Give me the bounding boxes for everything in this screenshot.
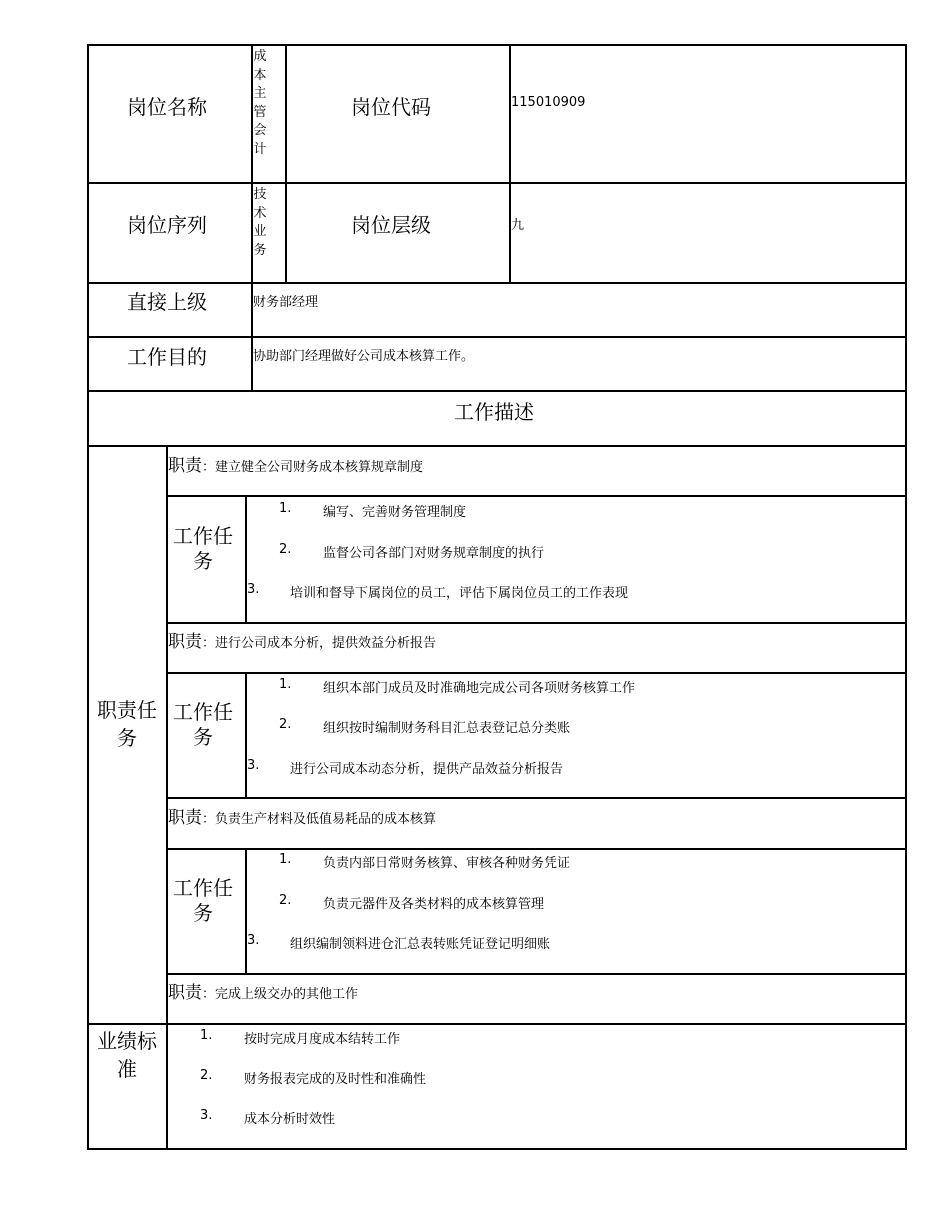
row-divider: [87, 445, 907, 447]
performance-num: 1.: [200, 1028, 213, 1043]
performance-text: 财务报表完成的及时性和准确性: [244, 1072, 427, 1087]
table-border-left: [87, 44, 89, 1150]
task-text: 组织按时编制财务科目汇总表登记总分类账: [323, 721, 571, 736]
task-label: 工作任务: [173, 524, 233, 573]
performance-num: 2.: [200, 1068, 213, 1083]
task-num: 1.: [279, 501, 292, 516]
supervisor-value: 财务部经理: [253, 295, 319, 310]
position-code-label: 岗位代码: [351, 95, 431, 119]
duty-divider: [166, 495, 907, 497]
duty-title: 职责：完成上级交办的其他工作: [168, 983, 359, 1003]
duty-divider: [166, 848, 907, 850]
task-num: 2.: [279, 717, 292, 732]
col-divider: [285, 44, 287, 284]
task-text: 组织本部门成员及时准确地完成公司各项财务核算工作: [323, 681, 636, 696]
task-label: 工作任务: [173, 876, 233, 925]
position-name-label: 岗位名称: [127, 95, 207, 119]
col-divider: [245, 495, 247, 624]
col-divider: [509, 44, 511, 284]
duty-title: 职责：负责生产材料及低值易耗品的成本核算: [168, 808, 437, 828]
task-num: 1.: [279, 677, 292, 692]
task-text: 编写、完善财务管理制度: [323, 505, 467, 520]
task-num: 3.: [247, 582, 260, 597]
task-text: 组织编制领料进仓汇总表转账凭证登记明细账: [290, 937, 551, 952]
position-series-label: 岗位序列: [127, 213, 207, 237]
supervisor-label: 直接上级: [127, 290, 207, 314]
row-divider: [87, 336, 907, 338]
performance-label: 业绩标准: [97, 1029, 157, 1081]
duty-divider: [166, 672, 907, 674]
row-divider: [87, 282, 907, 284]
performance-num: 3.: [200, 1108, 213, 1123]
task-text: 培训和督导下属岗位的员工，评估下属岗位员工的工作表现: [290, 586, 629, 601]
col-divider: [245, 848, 247, 975]
performance-text: 按时完成月度成本结转工作: [244, 1032, 401, 1047]
task-text: 负责元器件及各类材料的成本核算管理: [323, 897, 545, 912]
duty-title: 职责：进行公司成本分析，提供效益分析报告: [168, 632, 437, 652]
col-divider: [245, 672, 247, 799]
task-num: 2.: [279, 893, 292, 908]
position-series-value: 技术业务: [253, 187, 267, 258]
duty-title: 职责：建立健全公司财务成本核算规章制度: [168, 456, 424, 476]
performance-text: 成本分析时效性: [244, 1112, 336, 1127]
row-divider: [87, 1023, 907, 1025]
task-num: 3.: [247, 933, 260, 948]
table-border-top: [87, 44, 907, 46]
position-name-value: 成本主管会计: [253, 49, 267, 157]
duty-divider: [166, 622, 907, 624]
task-num: 1.: [279, 852, 292, 867]
row-divider: [87, 182, 907, 184]
task-text: 监督公司各部门对财务规章制度的执行: [323, 546, 545, 561]
position-level-label: 岗位层级: [351, 213, 431, 237]
row-divider: [87, 390, 907, 392]
table-border-right: [905, 44, 907, 1150]
duties-label: 职责任务: [97, 698, 157, 750]
purpose-label: 工作目的: [127, 345, 207, 369]
task-label: 工作任务: [173, 700, 233, 749]
task-text: 负责内部日常财务核算、审核各种财务凭证: [323, 856, 571, 871]
table-border-bottom: [87, 1148, 907, 1150]
duty-divider: [166, 973, 907, 975]
task-text: 进行公司成本动态分析，提供产品效益分析报告: [290, 762, 564, 777]
purpose-value: 协助部门经理做好公司成本核算工作。: [253, 349, 475, 364]
position-code-value: 115010909: [511, 95, 586, 110]
task-num: 3.: [247, 758, 260, 773]
description-title: 工作描述: [454, 400, 534, 424]
duty-divider: [166, 797, 907, 799]
position-level-value: 九: [511, 218, 525, 233]
task-num: 2.: [279, 542, 292, 557]
